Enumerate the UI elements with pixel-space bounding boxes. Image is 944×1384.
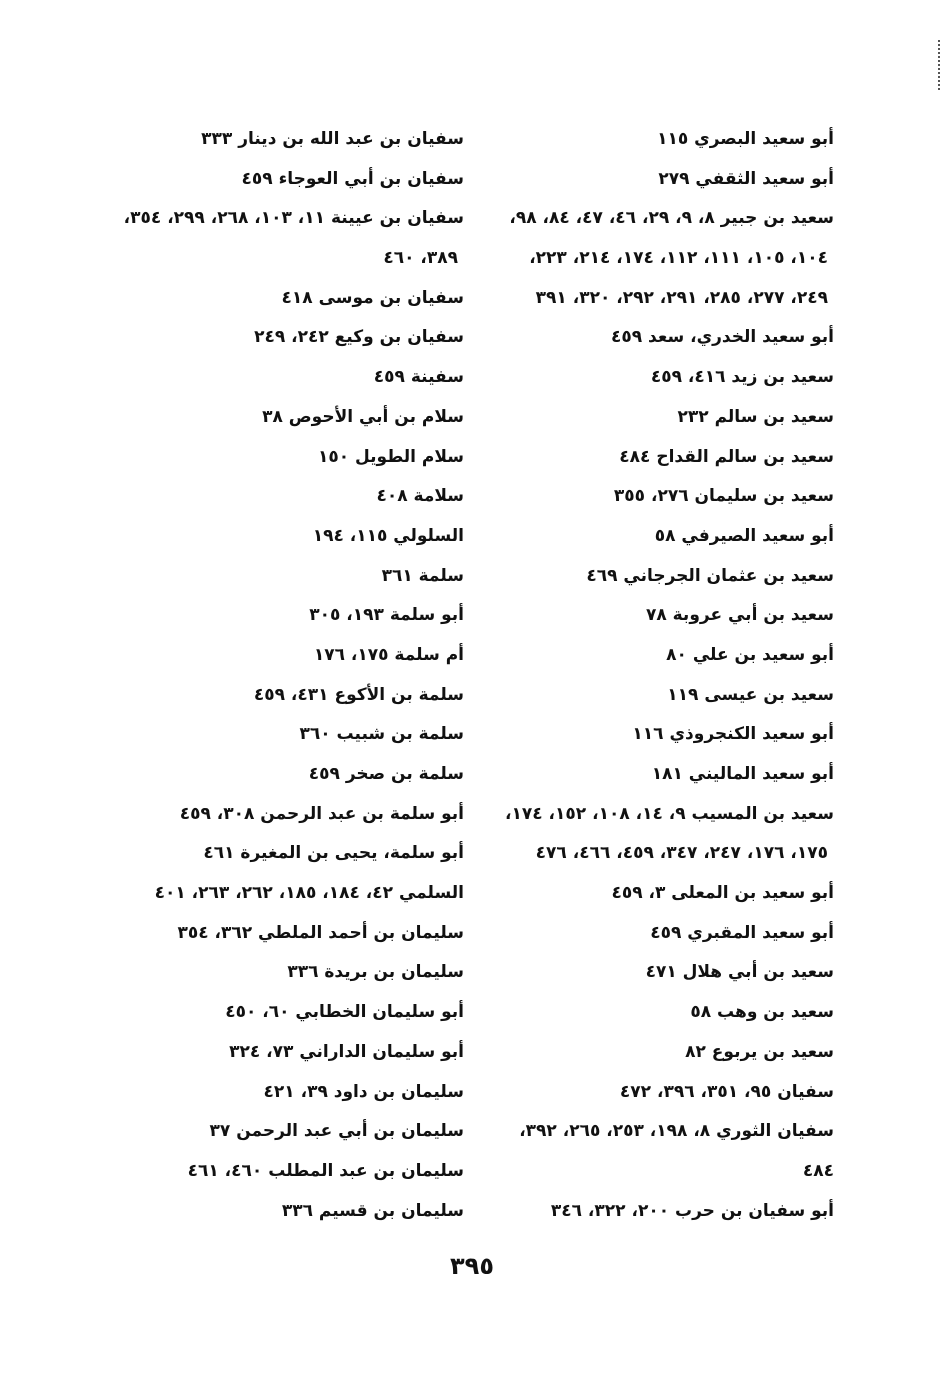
index-entry: سعيد بن يربوع ٨٢ (685, 1041, 834, 1062)
index-entry: سعيد بن أبي عروبة ٧٨ (645, 605, 834, 626)
index-entry: سفيان ٩٥، ٣٥١، ٣٩٦، ٤٧٢ (619, 1081, 834, 1102)
index-entry: سفيان بن وكيع ٢٤٢، ٢٤٩ (254, 327, 464, 348)
index-entry: أبو سعيد بن علي ٨٠ (666, 644, 834, 665)
index-entry: أبو سليمان الخطابي ٦٠، ٤٥٠ (225, 1002, 464, 1023)
index-entry-continuation: ٣٨٩، ٤٦٠ (383, 248, 458, 269)
index-entry: سعيد بن عثمان الجرجاني ٤٦٩ (586, 565, 834, 586)
index-entry: سعيد بن أبي هلال ٤٧١ (645, 962, 834, 983)
index-entry: سعيد بن المسيب ٩، ١٤، ١٠٨، ١٥٢، ١٧٤، (505, 803, 834, 824)
index-entry: سعيد بن زيد ٤١٦، ٤٥٩ (650, 367, 834, 388)
index-entry: سفيان الثوري ٨، ١٩٨، ٢٥٣، ٢٦٥، ٣٩٢، (519, 1121, 834, 1142)
index-entry: سليمان بن أبي عبد الرحمن ٣٧ (209, 1121, 464, 1142)
index-entry-continuation: ٢٤٩، ٢٧٧، ٢٨٥، ٢٩١، ٢٩٢، ٣٢٠، ٣٩١ (535, 287, 828, 308)
index-entry: سليمان بن عبد المطلب ٤٦٠، ٤٦١ (187, 1160, 464, 1181)
index-entry-continuation: ١٠٤، ١٠٥، ١١١، ١١٢، ١٧٤، ٢١٤، ٢٢٣، (529, 248, 828, 269)
index-column-right (489, 120, 834, 1231)
index-entry: سعيد بن وهب ٥٨ (690, 1002, 834, 1023)
index-entry: سعيد بن جبير ٨، ٩، ٢٩، ٤٦، ٤٧، ٨٤، ٩٨، (509, 208, 834, 229)
index-entry: أبو سعيد البصري ١١٥ (657, 129, 834, 149)
index-entry: سلمة ٣٦١ (381, 565, 464, 586)
index-entry: أبو سفيان بن حرب ٢٠٠، ٣٢٢، ٣٤٦ (550, 1200, 834, 1221)
index-entry: أبو سعيد الثقفي ٢٧٩ (658, 168, 834, 189)
index-entry: سلمة بن شبيب ٣٦٠ (299, 724, 464, 745)
index-entry: أبو سلمة ١٩٣، ٣٠٥ (309, 605, 464, 626)
index-entry: سعيد بن سالم ٢٣٢ (677, 406, 834, 427)
index-entry-continuation: ١٧٥، ١٧٦، ٢٤٧، ٣٤٧، ٤٥٩، ٤٦٦، ٤٧٦ (535, 843, 828, 864)
index-entry: السلمي ٤٢، ١٨٤، ١٨٥، ٢٦٢، ٢٦٣، ٤٠١ (154, 883, 464, 904)
index-entry: أبو سعيد الصيرفي ٥٨ (654, 525, 834, 546)
index-entry: سليمان بن بريدة ٣٣٦ (287, 962, 464, 983)
index-entry: أم سلمة ١٧٥، ١٧٦ (313, 644, 464, 665)
index-entry: سفيان بن عيينة ١١، ١٠٣، ٢٦٨، ٢٩٩، ٣٥٤، (123, 208, 464, 229)
index-entry: سليمان بن أحمد الملطي ٣٦٢، ٣٥٤ (177, 922, 464, 943)
index-entry: أبو سليمان الداراني ٧٣، ٣٢٤ (229, 1041, 464, 1062)
index-column-left (104, 120, 464, 1231)
index-entry: سلام بن أبي الأحوص ٣٨ (262, 406, 464, 427)
index-entry: السلولي ١١٥، ١٩٤ (312, 525, 464, 546)
index-entry: أبو سعيد بن المعلى ٣، ٤٥٩ (611, 883, 834, 904)
index-entry: أبو سلمة بن عبد الرحمن ٣٠٨، ٤٥٩ (179, 803, 464, 824)
index-entry: سعيد بن عيسى ١١٩ (667, 684, 834, 705)
index-entry: سفيان بن عبد الله بن دينار ٣٣٣ (201, 129, 464, 149)
index-entry: أبو سعيد الماليني ١٨١ (651, 764, 834, 784)
index-entry: سفيان بن موسى ٤١٨ (281, 287, 464, 308)
index-entry-continuation: ٤٨٤ (802, 1160, 834, 1181)
page-number: ٣٩٥ (450, 1252, 494, 1280)
index-entry: سعيد بن سالم القداح ٤٨٤ (619, 446, 834, 467)
index-entry: سفينة ٤٥٩ (373, 367, 464, 388)
index-entry: سلمة بن صخر ٤٥٩ (308, 764, 464, 784)
index-entry: سليمان بن قسيم ٣٣٦ (281, 1200, 464, 1221)
index-entry: سلمة بن الأكوع ٤٣١، ٤٥٩ (253, 684, 464, 705)
index-entry: أبو سلمة، يحيى بن المغيرة ٤٦١ (203, 843, 464, 864)
index-entry: سليمان بن داود ٣٩، ٤٢١ (263, 1081, 464, 1102)
page-edge-mark (936, 40, 940, 90)
index-entry: سلامة ٤٠٨ (376, 486, 464, 507)
index-entry: سلام الطويل ١٥٠ (317, 446, 464, 467)
index-entry: أبو سعيد الكنجروذي ١١٦ (632, 724, 834, 745)
index-entry: أبو سعيد الخدري، سعد ٤٥٩ (611, 327, 834, 348)
index-entry: أبو سعيد المقبري ٤٥٩ (650, 922, 834, 943)
index-entry: سفيان بن أبي العوجاء ٤٥٩ (241, 168, 464, 189)
index-entry: سعيد بن سليمان ٢٧٦، ٣٥٥ (613, 486, 834, 507)
